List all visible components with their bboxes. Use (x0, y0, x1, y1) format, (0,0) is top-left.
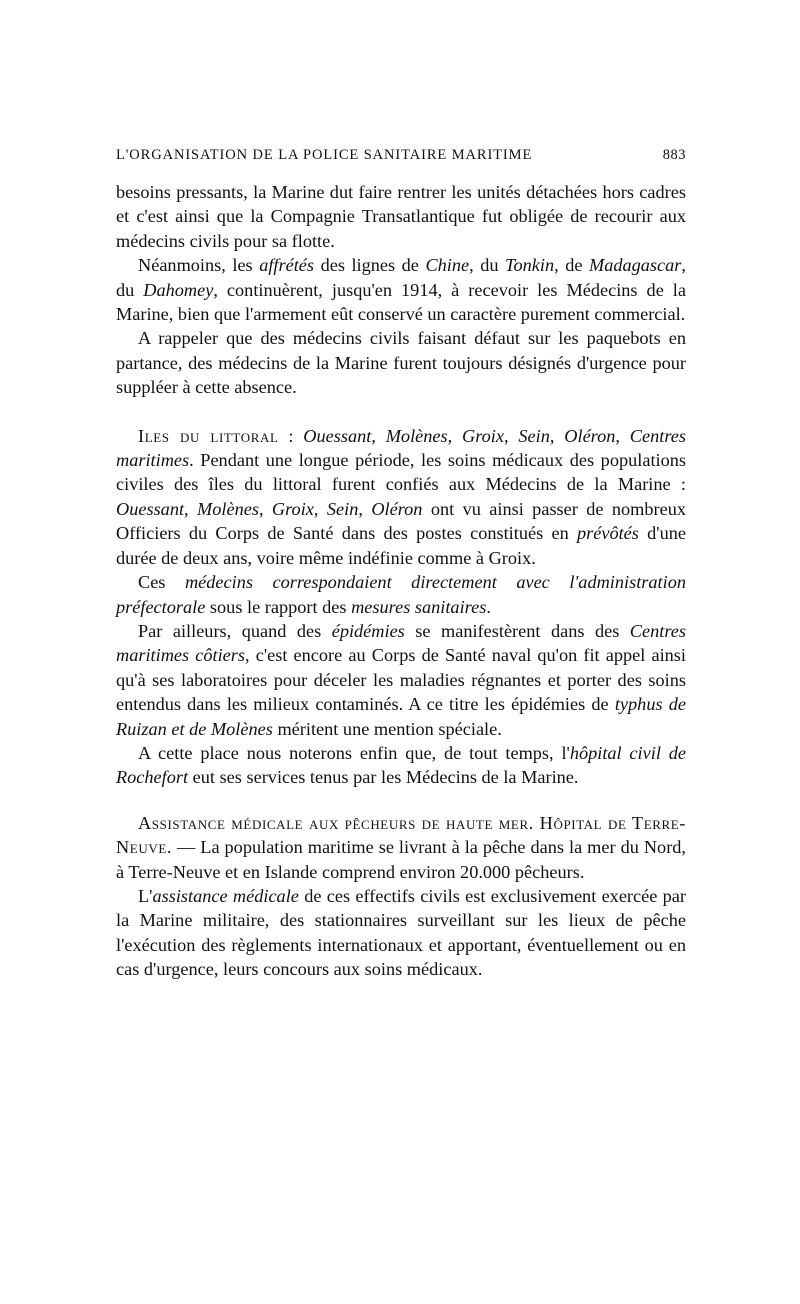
paragraph-assistance-medicale: L'assistance médicale de ces effectifs civils est exclusivement exercée par la Marine militaire, des stationnaires surveillant sur les lieux de pêche l'exécution des règlements internationaux et apportant, éventuellement ou en cas d'urgence, leurs concours aux soins médicaux. (116, 885, 686, 980)
document-page (116, 147, 686, 982)
paragraph-epidemies: Par ailleurs, quand des épidémies se manifestèrent dans des Centres maritimes côtiers, c'est encore au Corps de Santé naval qu'on fit appel ainsi qu'à ses laboratoires pour déceler les maladies régnantes et porter des soins entendus dans les milieux contaminés. A ce titre les épidémies de typhus de Ruizan et de Molènes méritent une mention spéciale. (116, 620, 686, 739)
page-number: 883 (662, 147, 686, 163)
running-header (116, 147, 686, 164)
paragraph-marine-besoins: besoins pressants, la Marine dut faire rentrer les unités détachées hors cadres et c'est ainsi que la Compagnie Transatlantique fut obligée de recourir aux médecins civils pour sa flotte. (116, 182, 686, 251)
section-heading: Iles du littoral (138, 425, 279, 446)
paragraph-hopital-rochefort: A cette place nous noterons enfin que, de tout temps, l'hôpital civil de Rochefort eut ses services tenus par les Médecins de la Marine. (116, 742, 686, 788)
running-title: L'ORGANISATION DE LA POLICE SANITAIRE MARITIME (116, 147, 533, 163)
body-text (116, 180, 686, 982)
section-heading: Assistance médicale aux pêcheurs de haute mer. Hôpital de Terre-Neuve. (116, 812, 686, 858)
paragraph-paquebots: A rappeler que des médecins civils faisant défaut sur les paquebots en partance, des médecins de la Marine furent toujours désignés d'urgence pour suppléer à cette absence. (116, 328, 686, 398)
section-spacer (116, 400, 686, 424)
section-assistance-pecheurs: Assistance médicale aux pêcheurs de haute mer. Hôpital de Terre-Neuve. — La population maritime se livrant à la pêche dans la mer du Nord, à Terre-Neuve et en Islande comprend environ 20.000 pêcheurs. (116, 812, 686, 882)
section-spacer (116, 790, 686, 811)
paragraph-medecins-correspondaient: Ces médecins correspondaient directement avec l'administration préfectorale sous le rapport des mesures sanitaires. (116, 572, 686, 617)
paragraph-affretes: Néanmoins, les affrétés des lignes de Chine, du Tonkin, de Madagascar, du Dahomey, continuèrent, jusqu'en 1914, à recevoir les Médecins de la Marine, bien que l'armement eût conservé un caractère purement commercial. (116, 255, 687, 325)
section-iles-du-littoral: Iles du littoral : Ouessant, Molènes, Groix, Sein, Oléron, Centres maritimes. Pendant une longue période, les soins médicaux des populations civiles des îles du littoral furent confiés aux Médecins de la Marine : Ouessant, Molènes, Groix, Sein, Oléron ont vu ainsi passer de nombreux Officiers du Corps de Santé dans des postes constitués en prévôtés d'une durée de deux ans, voire même indéfinie comme à Groix. (116, 425, 687, 568)
